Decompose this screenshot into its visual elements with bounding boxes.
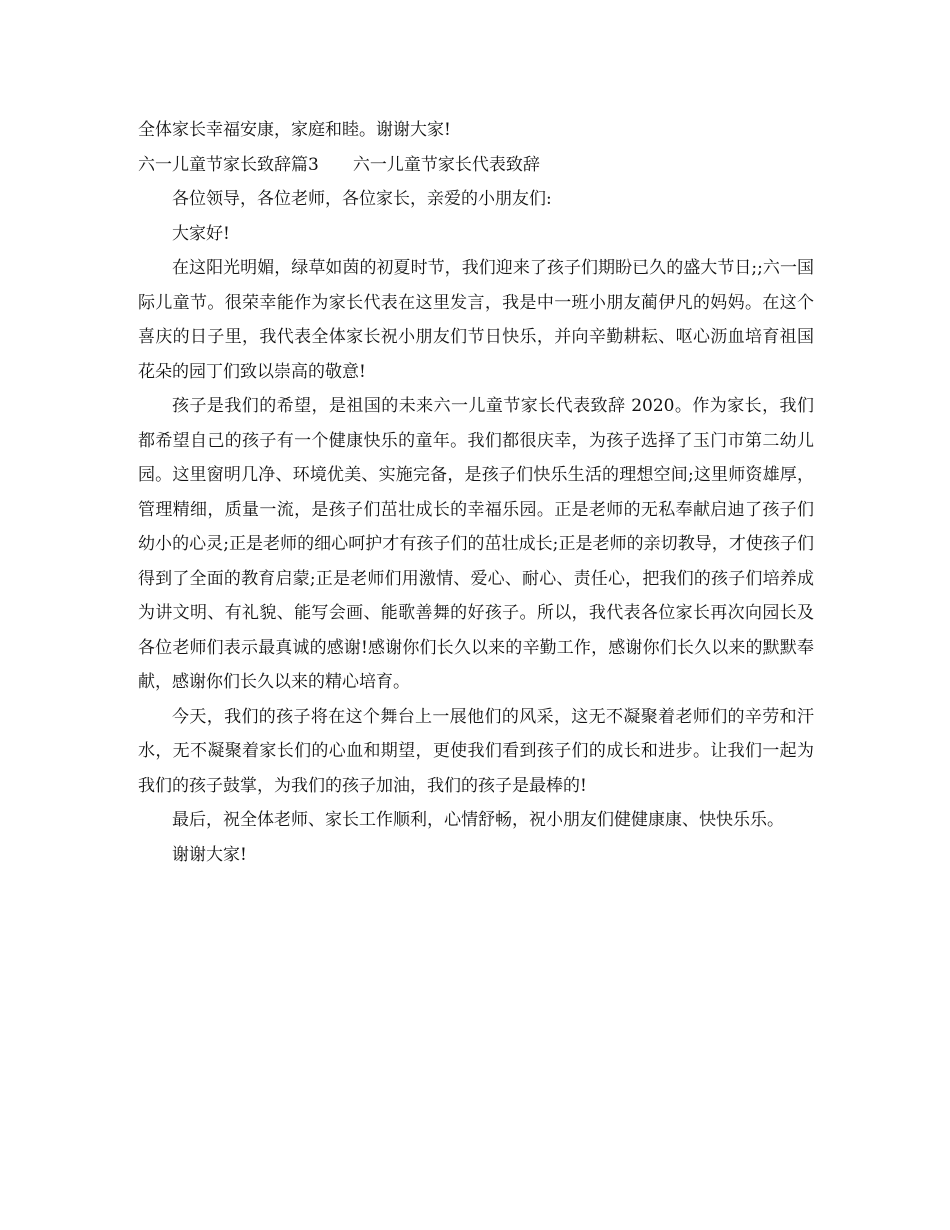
paragraph-salutation: 各位领导，各位老师，各位家长，亲爱的小朋友们: — [172, 189, 552, 209]
paragraph-today: 今天，我们的孩子将在这个舞台上一展他们的风采，这无不凝聚着老师们的辛劳和汗水，无不凝聚着家长们的心血和期望，更使我们看到孩子们的成长和进步。让我们一起为我们的孩子鼓掌，为我们的孩子加油，我们的孩子是最棒的! — [138, 706, 814, 796]
document-body — [138, 113, 814, 872]
heading-right: 六一儿童节家长代表致辞 — [352, 154, 540, 175]
paragraph-intro: 在这阳光明媚，绿草如茵的初夏时节，我们迎来了孩子们期盼已久的盛大节日;;六一国际儿童节。很荣幸能作为家长代表在这里发言，我是中一班小朋友蔺伊凡的妈妈。在这个喜庆的日子里，我代表全体家长祝小朋友们节日快乐，并向辛勤耕耘、呕心沥血培育祖国花朵的园丁们致以崇高的敬意! — [138, 258, 814, 382]
paragraph-thanks: 孩子是我们的希望，是祖国的未来六一儿童节家长代表致辞 2020。作为家长，我们都希望自己的孩子有一个健康快乐的童年。我们都很庆幸，为孩子选择了玉门市第二幼儿园。这里窗明几净、环境优美、实施完备，是孩子们快乐生活的理想空间;这里师资雄厚，管理精细，质量一流，是孩子们茁壮成长的幸福乐园。正是老师的无私奉献启迪了孩子们幼小的心灵;正是老师的细心呵护才有孩子们的茁壮成长;正是老师的亲切教导，才使孩子们得到了全面的教育启蒙;正是老师们用激情、爱心、耐心、责任心，把我们的孩子们培养成为讲文明、有礼貌、能写会画、能歌善舞的好孩子。所以，我代表各位家长再次向园长及各位老师们表示最真诚的感谢!感谢你们长久以来的辛勤工作，感谢你们长久以来的默默奉献，感谢你们长久以来的精心培育。 — [138, 396, 814, 692]
paragraph-wishes: 最后，祝全体老师、家长工作顺利，心情舒畅，祝小朋友们健健康康、快快乐乐。 — [172, 810, 784, 830]
paragraph-greeting: 大家好! — [172, 223, 230, 244]
paragraph-closing: 谢谢大家! — [172, 844, 247, 865]
section-heading — [138, 148, 814, 183]
opening-line: 全体家长幸福安康，家庭和睦。谢谢大家! — [138, 120, 451, 140]
heading-left: 六一儿童节家长致辞篇3 — [138, 154, 319, 175]
